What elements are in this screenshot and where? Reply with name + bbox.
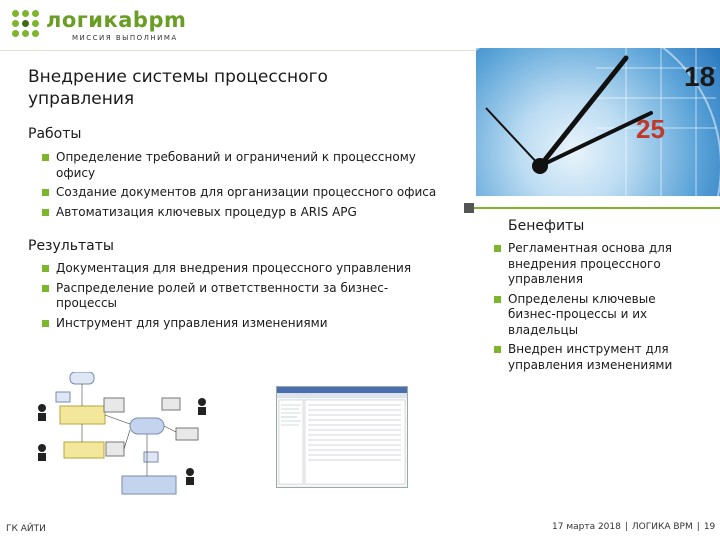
benefits-marker (464, 203, 474, 213)
benefits-divider (474, 207, 720, 209)
list-item: Определены ключевые бизнес-процессы и их владельцы (492, 292, 692, 339)
list-item: Документация для внедрения процессного управления (40, 261, 420, 277)
list-item: Определение требований и ограничений к процессному офису (40, 150, 440, 181)
logo-name: логикаbpm (46, 8, 187, 32)
list-item: Инструмент для управления изменениями (40, 316, 420, 332)
footer-info: 17 марта 2018 | ЛОГИКА BPM | 19 (552, 522, 716, 532)
list-item: Регламентная основа для внедрения процессного управления (492, 241, 692, 288)
logo-dots-icon (12, 10, 40, 38)
logo-tagline: МИССИЯ ВЫПОЛНИМА (72, 34, 178, 42)
aris-screenshot-image (276, 386, 408, 488)
list-item: Создание документов для организации процессного офиса (40, 185, 440, 201)
footer-brand: ЛОГИКА BPM (631, 522, 693, 532)
results-heading: Результаты (28, 238, 114, 254)
footer-date: 17 марта 2018 (552, 522, 621, 532)
list-item: Распределение ролей и ответственности за бизнес-процессы (40, 281, 420, 312)
clock-calendar-photo (476, 48, 720, 196)
results-list (40, 261, 420, 335)
calendar-number-25: 25 (636, 114, 665, 144)
benefits-heading: Бенефиты (508, 218, 585, 234)
clock-icon (476, 48, 720, 196)
company-logo (12, 8, 187, 48)
footer-company: ГК АЙТИ (6, 524, 46, 534)
list-item: Внедрен инструмент для управления изменениями (492, 342, 692, 373)
page-number: 19 (703, 522, 716, 532)
benefits-list (492, 241, 692, 377)
works-list (40, 150, 440, 224)
calendar-number-18: 18 (684, 61, 716, 92)
works-heading: Работы (28, 126, 82, 142)
slide-title: Внедрение системы процессного управления (28, 67, 328, 109)
process-diagram-image (30, 372, 220, 500)
list-item: Автоматизация ключевых процедур в ARIS APG (40, 205, 440, 221)
